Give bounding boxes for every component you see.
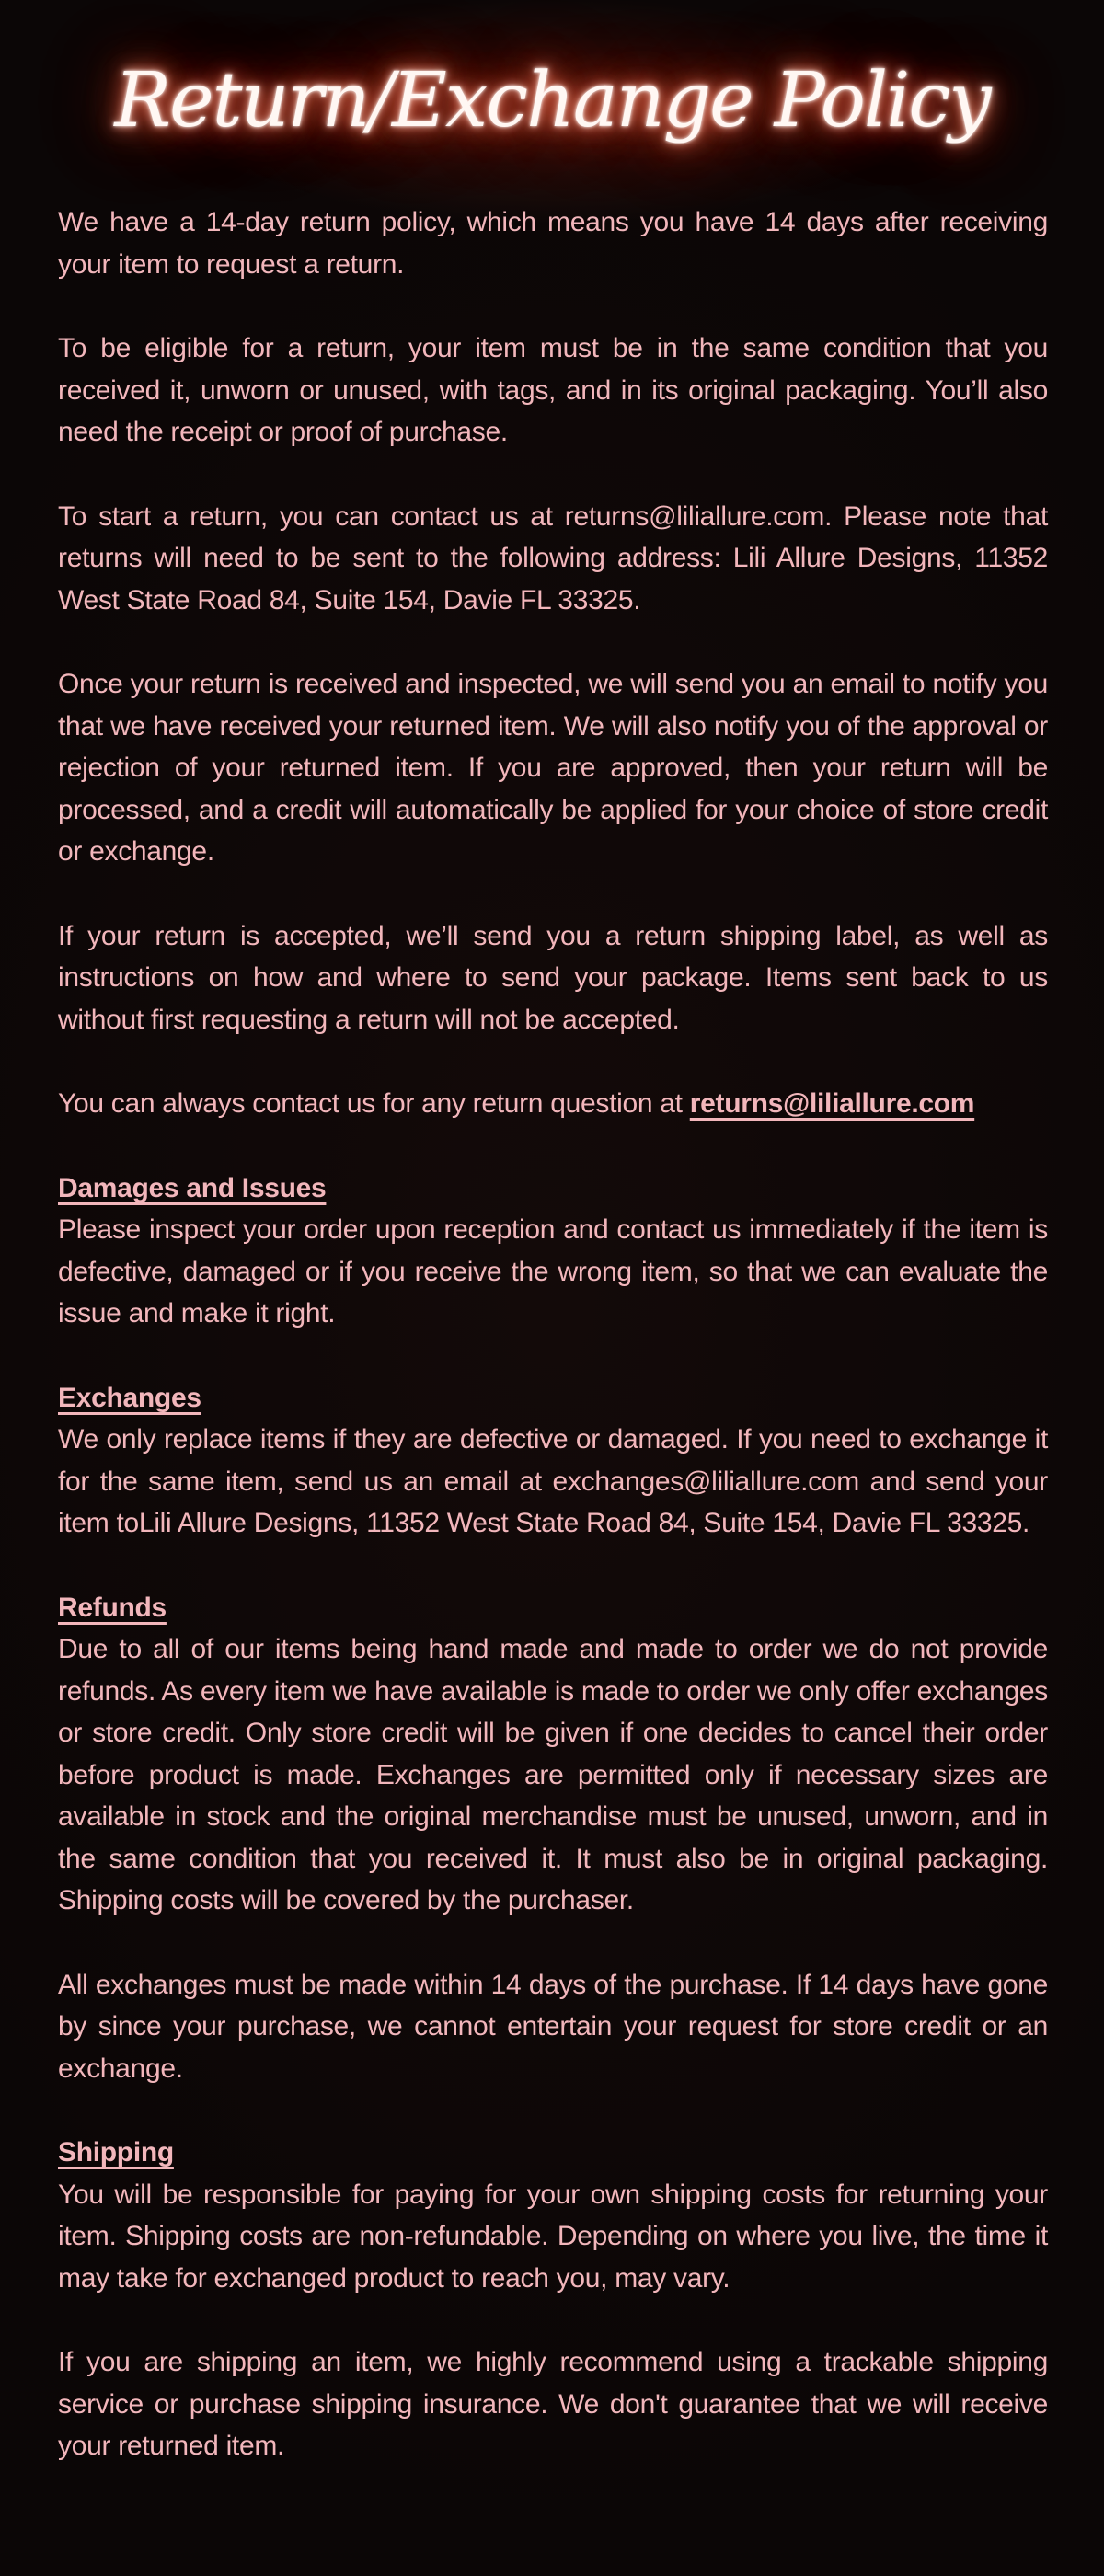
section-heading-damages: Damages and Issues <box>58 1172 327 1203</box>
paragraph-refunds: Due to all of our items being hand made and made to order we do not provide refunds. As every item we have available is made to order we only offer exchanges or store credit. Only store credit will be given if one decides to cancel their order before product is made. Exchanges are permitted only if necessary sizes are available in stock and the original merchandise must be unused, unworn, and in the same condition that you received it. It must also be in original packaging. Shipping costs will be covered by the purchaser. <box>58 1634 1048 1915</box>
paragraph-inspection: Once your return is received and inspected, we will send you an email to notify you that we have received your returned item. We will also notify you of the approval or rejection of your returned item. If you are approved, then your return will be processed, and a credit will automatically be applied for your choice of store credit or exchange. <box>58 669 1048 867</box>
paragraph-start-return: To start a return, you can contact us at returns@liliallure.com. Please note that returns will need to be sent to the following address: Lili Allure Designs, 11352 West State Road 84, Suite 154, Davie FL 33325. <box>58 500 1048 615</box>
paragraph-intro: We have a 14-day return policy, which means you have 14 days after receiving your item to request a return. <box>58 207 1048 280</box>
paragraph-contact <box>58 1083 1048 1125</box>
policy-content <box>0 189 1104 2467</box>
section-heading-refunds: Refunds <box>58 1592 167 1623</box>
paragraph-shipping: You will be responsible for paying for your own shipping costs for returning your item. Shipping costs are non-refundable. Depending on where you live, the time it may take for exchanged product to reach you, may vary. <box>58 2179 1048 2294</box>
page-title <box>0 0 1104 189</box>
paragraph-exchange-window: All exchanges must be made within 14 days of the purchase. If 14 days have gone by since your purchase, we cannot entertain your request for store credit or an exchange. <box>58 1969 1048 2084</box>
paragraph-accepted: If your return is accepted, we’ll send you a return shipping label, as well as instructions on how and where to send your package. Items sent back to us without first requesting a return will not be accepted. <box>58 920 1048 1035</box>
section-heading-shipping: Shipping <box>58 2137 174 2168</box>
section-heading-exchanges: Exchanges <box>58 1382 201 1413</box>
contact-text: You can always contact us for any return question at <box>58 1088 690 1119</box>
paragraph-damages: Please inspect your order upon reception and contact us immediately if the item is defective, damaged or if you receive the wrong item, so that we can evaluate the issue and make it right. <box>58 1214 1048 1328</box>
returns-email-link[interactable]: returns@liliallure.com <box>689 1088 975 1119</box>
paragraph-exchanges: We only replace items if they are defective or damaged. If you need to exchange it for the same item, send us an email at exchanges@liliallure.com and send your item toLili Allure Designs, 11352 West State Road 84, Suite 154, Davie FL 33325. <box>58 1424 1048 1538</box>
page-title-text: Return/Exchange Policy <box>114 57 990 144</box>
paragraph-eligibility: To be eligible for a return, your item must be in the same condition that you received it, unworn or unused, with tags, and in its original packaging. You’ll also need the receipt or proof of purchase. <box>58 333 1048 447</box>
paragraph-trackable: If you are shipping an item, we highly recommend using a trackable shipping service or purchase shipping insurance. We don't guarantee that we will receive your returned item. <box>58 2347 1048 2461</box>
